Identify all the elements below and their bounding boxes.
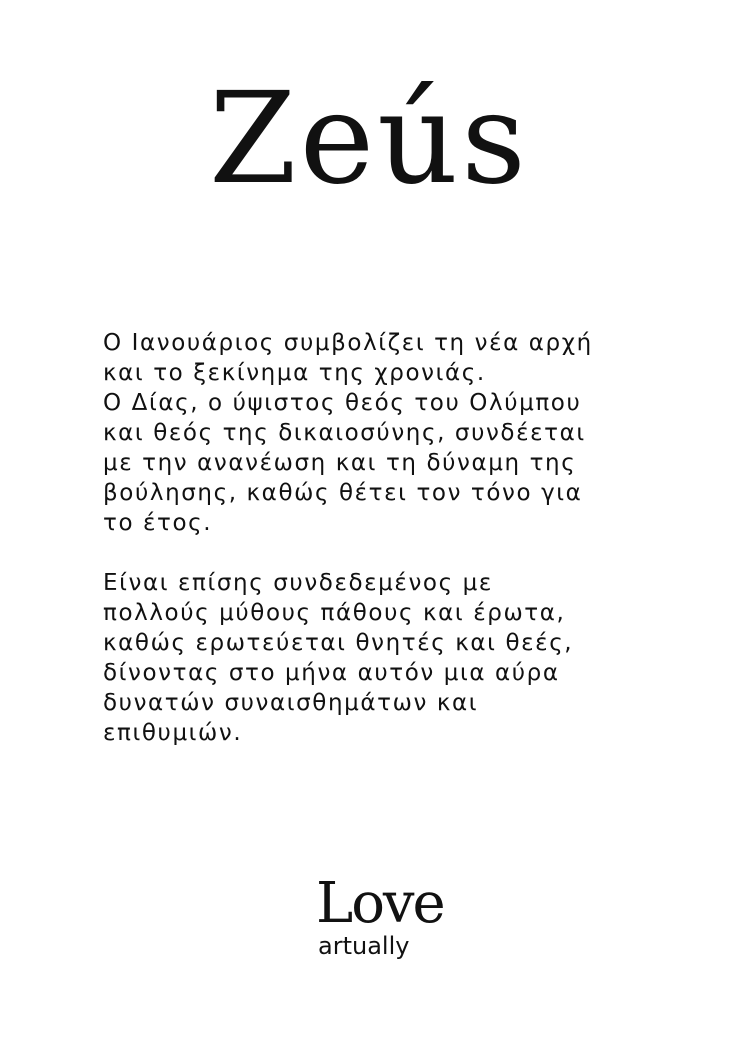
text-line: Είναι επίσης συνδεδεμένος με (103, 570, 493, 596)
logo-subtitle: artually (318, 932, 410, 960)
page-title: Zeús (209, 65, 529, 212)
text-line: δίνοντας στο μήνα αυτόν μια αύρα (103, 660, 560, 686)
text-line: πολλούς μύθους πάθους και έρωτα, (103, 600, 566, 626)
text-line: επιθυμιών. (103, 720, 243, 746)
text-line: και θεός της δικαιοσύνης, συνδέεται (103, 420, 586, 446)
text-line: το έτος. (103, 510, 213, 536)
text-line: Ο Δίας, ο ύψιστος θεός του Ολύμπου (103, 390, 582, 416)
text-line: και το ξεκίνημα της χρονιάς. (103, 360, 486, 386)
text-line: δυνατών συναισθημάτων και (103, 690, 479, 716)
text-line: καθώς ερωτεύεται θνητές και θεές, (103, 630, 574, 656)
logo-word: Love (316, 871, 444, 936)
brand-logo (312, 871, 444, 976)
paragraph-1 (103, 328, 663, 538)
text-line: βούλησης, καθώς θέτει τον τόνο για (103, 480, 583, 506)
text-line: με την ανανέωση και τη δύναμη της (103, 450, 577, 476)
text-line: Ο Ιανουάριος συμβολίζει τη νέα αρχή (103, 330, 593, 356)
paragraph-2 (103, 568, 663, 748)
body-text (103, 328, 663, 778)
